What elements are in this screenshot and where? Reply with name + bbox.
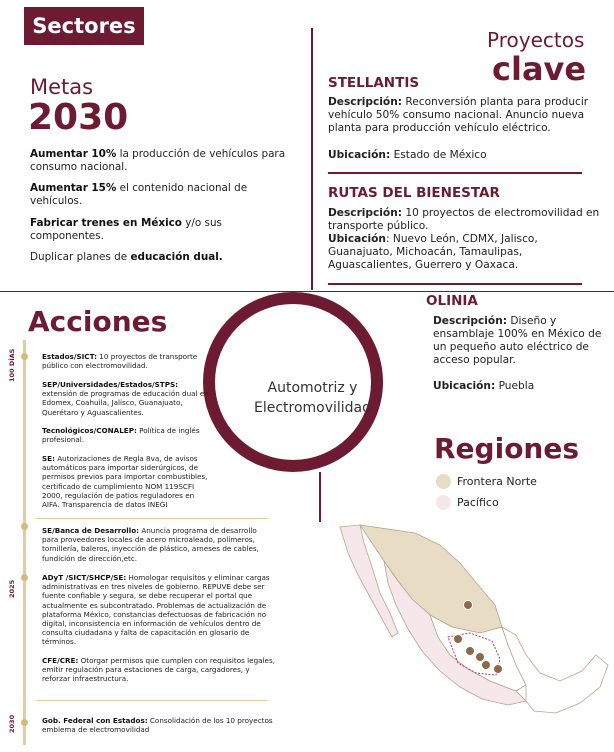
project-location-stellantis: Ubicación: Estado de México (328, 149, 487, 161)
goal-4: Duplicar planes de educación dual. (30, 251, 223, 263)
action-divider (36, 518, 268, 519)
timeline-dot (21, 574, 28, 581)
action-item: CFE/CRE: Otorgar permisos que cumplen con requisitos legales, emitir regulación para estaciones de carga, cargadores, y reforzar infraestructura. (42, 656, 276, 684)
action-item: Gob. Federal con Estados: Consolidación de los 10 proyectos emblema de electromovilidad (42, 716, 273, 735)
timeline-dot (21, 719, 28, 726)
horizontal-divider (0, 291, 614, 292)
vertical-divider-top (311, 28, 313, 290)
metas-year: 2030 (28, 97, 129, 138)
sector-header: Sectores (24, 7, 144, 45)
action-divider (36, 700, 268, 701)
project-location-olinia: Ubicación: Puebla (433, 380, 535, 392)
regiones-title: Regiones (434, 432, 580, 465)
project-divider-1 (328, 172, 582, 174)
acciones-title: Acciones (28, 305, 168, 338)
map-marker (464, 601, 473, 610)
legend-label-frontera-norte: Frontera Norte (457, 475, 537, 488)
metas-label: Metas (30, 75, 94, 99)
proyectos-title-line1: Proyectos (487, 28, 585, 52)
timeline-line (23, 340, 26, 745)
map-marker (482, 661, 491, 670)
action-item: Tecnológicos/CONALEP: Política de inglés profesional. (42, 426, 200, 445)
project-desc-olinia: Descripción: Diseño y ensamblaje 100% en México de un pequeño auto eléctrico de acceso popular. (433, 315, 602, 366)
timeline-label-2030: 2030 (8, 714, 16, 733)
timeline-dot (21, 353, 28, 360)
project-desc-rutas: Descripción: 10 proyectos de electromovilidad en transporte público. (328, 207, 600, 232)
timeline-dot (21, 523, 28, 530)
legend-swatch-frontera-norte (436, 474, 451, 489)
action-item: Estados/SICT: 10 proyectos de transporte público con electromovilidad. (42, 352, 198, 371)
project-title-rutas: RUTAS DEL BIENESTAR (328, 185, 500, 201)
sector-title: Automotriz y Electromovilidad (253, 380, 372, 416)
goal-2: Aumentar 15% el contenido nacional de vehículos. (30, 182, 248, 207)
map-marker (494, 665, 503, 674)
project-desc-stellantis: Descripción: Reconversión planta para producir vehículo 50% consumo nacional. Anuncio nueva planta para producción vehículo eléctrico. (328, 96, 589, 134)
action-item: ADyT /SICT/SHCP/SE: Homologar requisitos y eliminar cargas administrativas en tres niveles de gobierno. REPUVE debe ser fuente confiable y segura, se debe recuperar el portal que actualmente es subcontratado. Problemas de actualización de plataforma México, constancias defectuosas de fabricación no digital, inconsistencia en información de vehículos dentro de consulta ciudadana y falta de capacitación en glosario de términos. (42, 573, 270, 647)
action-item: SEP/Universidades/Estados/STPS: extensión de programas de educación dual en Edomex, Coahuila, Jalisco, Guanajuato, Querétaro y Aguascalientes. (42, 380, 209, 417)
project-location-rutas: Ubicación: Nuevo León, CDMX, Jalisco, Guanajuato, Michoacán, Tamaulipas, Aguascalientes, Guerrero y Oaxaca. (328, 233, 538, 271)
goal-1: Aumentar 10% la producción de vehículos para consumo nacional. (30, 148, 286, 173)
timeline-label-100-dias: 100 DÍAS (8, 348, 16, 382)
proyectos-title-line2: clave (492, 50, 587, 88)
goal-3: Fabricar trenes en México y/o sus componentes. (30, 217, 222, 242)
legend-swatch-pacifico (436, 495, 451, 510)
timeline-label-2025: 2025 (8, 579, 16, 598)
map-marker (466, 647, 475, 656)
action-item: SE/Banca de Desarrollo: Anuncia programa de desarrollo para proveedores locales de acero microaleado, polímeros, tornillería, baleros, inyección de plástico, arneses de cables, fundición de dirección,etc. (42, 526, 259, 563)
action-item: SE: Autorizaciones de Regla 8va, de avisos automáticos para importar siderúrgicos, de permisos previos para importar combustibles, certificado de cumplimiento NOM 119SCFI 2000, regulación de patios reguladores en AIFA. Transparencia de datos INEGI (42, 454, 208, 510)
map-marker (476, 653, 485, 662)
mexico-map (320, 515, 610, 740)
project-title-olinia: OLINIA (426, 293, 478, 309)
project-title-stellantis: STELLANTIS (328, 75, 420, 91)
map-marker (454, 635, 463, 644)
project-divider-2 (328, 283, 582, 285)
legend-label-pacifico: Pacífico (457, 496, 499, 509)
